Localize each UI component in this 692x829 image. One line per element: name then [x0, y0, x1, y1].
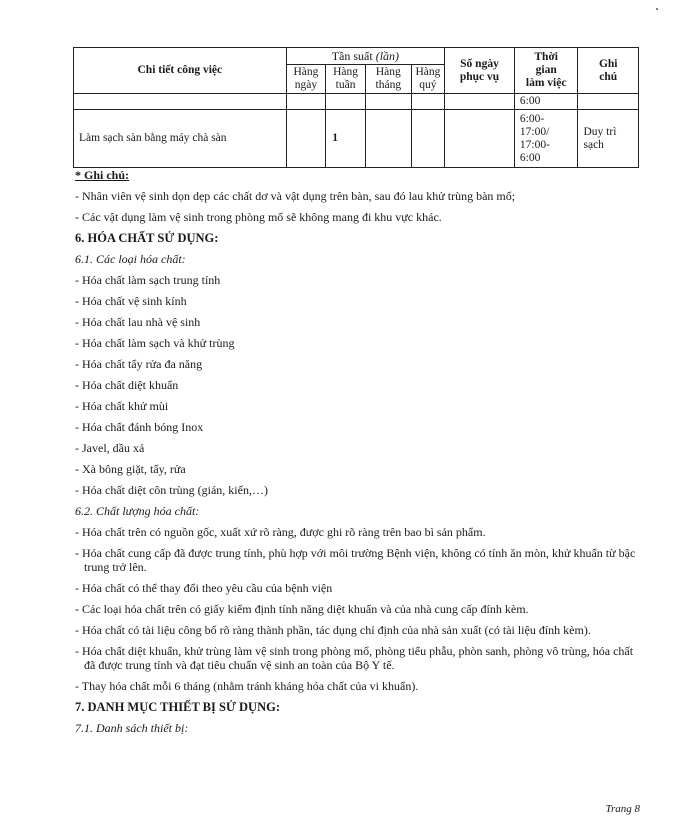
table-cell [286, 94, 326, 110]
list-item: - Hóa chất có tài liệu công bố rõ ràng thành phần, tác dụng chỉ định của nhà sản xuất (có tài liệu đính kèm). [75, 623, 591, 637]
time-line2: 17:00/ [519, 125, 550, 138]
table-cell [411, 110, 444, 168]
table-cell [365, 94, 411, 110]
list-item: - Hóa chất đánh bóng Inox [75, 420, 204, 434]
subheader-monthly-line1: Hàng [375, 66, 401, 78]
table-cell-task: Làm sạch sàn bằng máy chà sàn [74, 110, 287, 168]
subheader-weekly-line1: Hàng [333, 66, 359, 78]
table-cell [326, 94, 366, 110]
header-days-line2: phục vụ [459, 70, 500, 83]
header-note-line2: chú [599, 70, 618, 83]
list-item: - Xà bông giặt, tẩy, rửa [75, 462, 186, 476]
subheader-weekly [326, 65, 366, 94]
header-task-label: Chi tiết công việc [137, 64, 223, 76]
section-7-1-heading: 7.1. Danh sách thiết bị: [75, 721, 189, 735]
header-frequency-label: Tần suất [331, 48, 373, 63]
list-item: - Hóa chất làm sạch và khử trùng [75, 336, 235, 350]
table-cell [74, 94, 287, 110]
list-item: - Hóa chất tẩy rửa đa năng [75, 357, 203, 371]
table-cell-time [514, 110, 578, 168]
list-item: - Javel, dầu xả [75, 441, 145, 455]
list-item: - Hóa chất làm sạch trung tính [75, 273, 221, 287]
list-item: - Hóa chất có thể thay đổi theo yêu cầu của bệnh viện [75, 581, 333, 595]
subheader-quarterly-line2: quý [419, 79, 437, 91]
notes-title-text: * Ghi chú: [75, 168, 130, 182]
scan-speck [656, 8, 658, 10]
header-time [514, 48, 578, 94]
table-cell [286, 110, 326, 168]
list-item: - Thay hóa chất mỗi 6 tháng (nhằm tránh kháng hóa chất của vi khuẩn). [75, 679, 419, 693]
subheader-daily [286, 65, 326, 94]
header-days-line1: Số ngày [460, 57, 499, 70]
table-row [74, 94, 639, 110]
table-cell [411, 94, 444, 110]
header-task [74, 48, 287, 94]
header-note-line1: Ghi [598, 57, 618, 70]
header-note [578, 48, 639, 94]
list-item: - Các loại hóa chất trên có giấy kiểm định tính năng diệt khuẩn và của nhà cung cấp đính kèm. [75, 602, 529, 616]
notes-title [75, 168, 641, 182]
list-item: - Hóa chất vệ sinh kính [75, 294, 187, 308]
time-line1: 6:00- [519, 112, 545, 125]
list-item: - Các vật dụng làm vệ sinh trong phòng mổ sẽ không mang đi khu vực khác. [75, 210, 442, 224]
list-item: - Hóa chất diệt khuẩn [75, 378, 179, 392]
time-line4: 6:00 [519, 151, 541, 164]
header-time-line1: Thời [534, 51, 559, 63]
section-6-2-heading: 6.2. Chất lượng hóa chất: [75, 504, 200, 518]
table-cell-weekly: 1 [326, 110, 366, 168]
document-body [75, 168, 641, 742]
list-item: - Hóa chất trên có nguồn gốc, xuất xứ rõ ràng, được ghi rõ ràng trên bao bì sản phẩm. [75, 525, 486, 539]
table-row [74, 110, 639, 168]
subheader-weekly-line2: tuần [335, 79, 356, 91]
table-header-row [74, 48, 639, 65]
note-line2: sạch [583, 138, 604, 151]
header-time-line3: làm việc [525, 77, 567, 89]
time-line3: 17:00- [519, 138, 550, 151]
list-item: - Hóa chất cung cấp đã được trung tính, phù hợp với môi trường Bệnh viện, không có tính ăn mòn, khử khuẩn từ bậc trung trở lên. [75, 546, 636, 574]
table-cell-note [578, 110, 639, 168]
page-number: Trang 8 [605, 803, 640, 815]
table-cell [578, 94, 639, 110]
subheader-quarterly-line1: Hàng [415, 66, 441, 78]
list-item: - Hóa chất khử mùi [75, 399, 169, 413]
subheader-daily-line1: Hàng [293, 66, 319, 78]
header-time-line2: gian [535, 64, 557, 76]
section-7-heading: 7. DANH MỤC THIẾT BỊ SỬ DỤNG: [75, 700, 280, 714]
table-cell [445, 94, 515, 110]
subheader-monthly [365, 65, 411, 94]
note-line1: Duy trì [583, 125, 617, 138]
table-cell-time: 6:00 [514, 94, 578, 110]
header-frequency-unit: (lần) [375, 48, 400, 63]
section-6-1-heading: 6.1. Các loại hóa chất: [75, 252, 186, 266]
list-item: - Hóa chất lau nhà vệ sinh [75, 315, 201, 329]
work-schedule-table [73, 47, 639, 168]
header-frequency [286, 48, 444, 65]
table-cell [365, 110, 411, 168]
list-item: - Hóa chất diệt côn trùng (gián, kiến,…) [75, 483, 268, 497]
table-cell [445, 110, 515, 168]
subheader-quarterly [411, 65, 444, 94]
subheader-monthly-line2: tháng [375, 79, 402, 91]
list-item: - Nhân viên vệ sinh dọn dẹp các chất dơ và vật dụng trên bàn, sau đó lau khử trùng bàn mổ; [75, 189, 516, 203]
subheader-daily-line2: ngày [294, 79, 318, 91]
header-days [445, 48, 515, 94]
section-6-heading: 6. HÓA CHẤT SỬ DỤNG: [75, 231, 219, 245]
list-item: - Hóa chất diệt khuẩn, khử trùng làm vệ sinh trong phòng mổ, phòng tiểu phẫu, phòn sanh, phòng vô trùng, hóa chất đã được trung tính và đạt tiêu chuẩn vệ sinh an toàn của Bộ Y tế. [75, 644, 634, 672]
